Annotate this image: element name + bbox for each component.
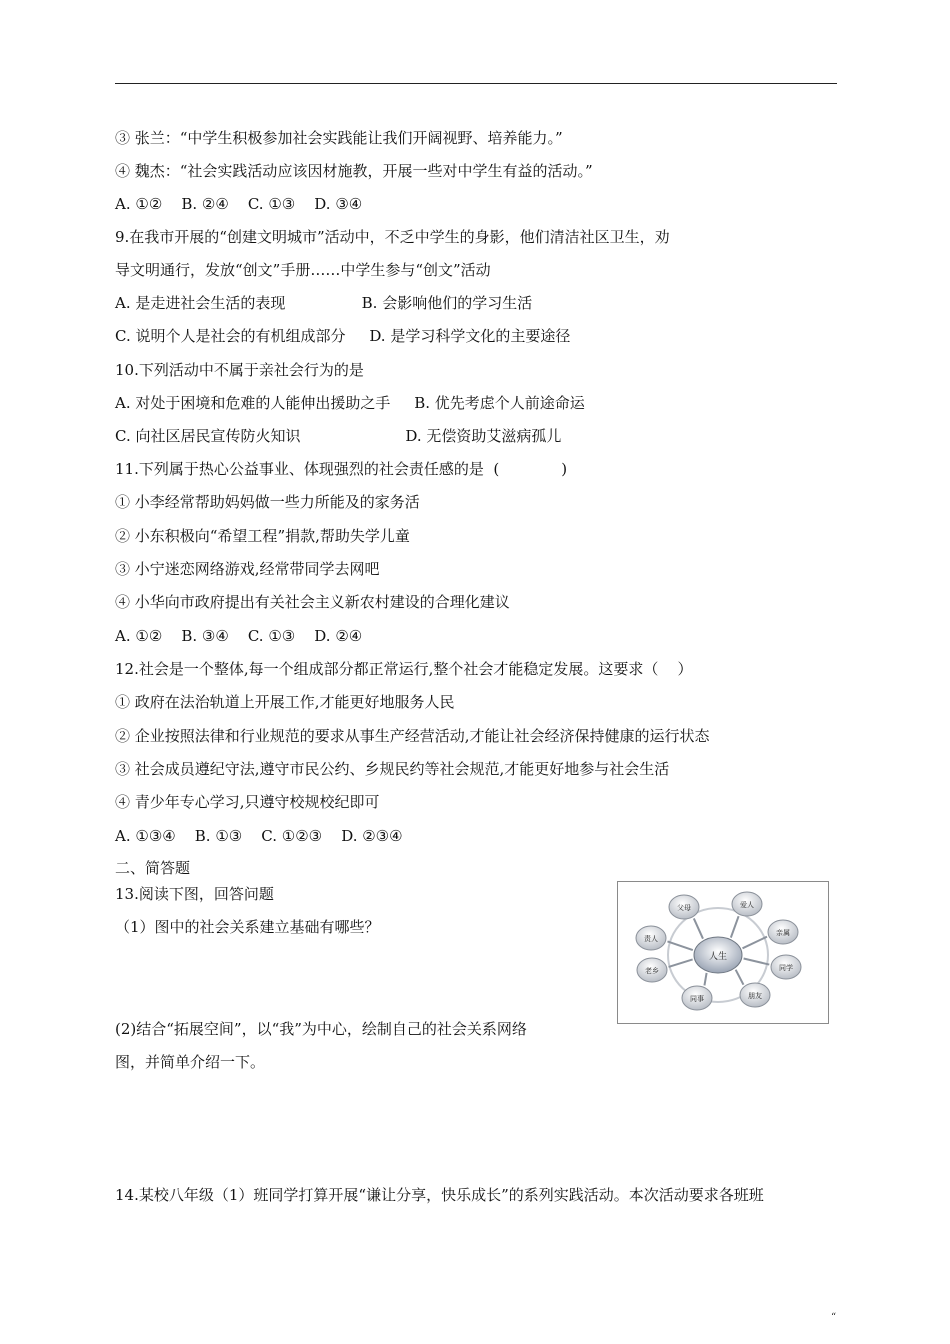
q11-item-3: ③ 小宁迷恋网络游戏,经常带同学去网吧 xyxy=(115,560,380,578)
q12-item-1: ① 政府在法治轨道上开展工作,才能更好地服务人民 xyxy=(115,693,455,711)
q12-item-3: ③ 社会成员遵纪守法,遵守市民公约、乡规民约等社会规范,才能更好地参与社会生活 xyxy=(115,760,670,778)
q9-choices-ab: A. 是走进社会生活的表现 B. 会影响他们的学习生活 xyxy=(115,294,533,312)
diagram-node-label: 亲属 xyxy=(776,929,790,937)
q13-stem: 13.阅读下图，回答问题 xyxy=(115,885,274,903)
q11-item-1: ① 小李经常帮助妈妈做一些力所能及的家务活 xyxy=(115,493,420,511)
q8-choices: A. ①② B. ②④ C. ①③ D. ③④ xyxy=(115,195,363,213)
q9-stem-2: 导文明通行，发放“创文”手册……中学生参与“创文”活动 xyxy=(115,261,491,279)
diagram-node-label: 爱人 xyxy=(740,901,754,909)
q14-stem: 14.某校八年级（1）班同学打算开展“谦让分享，快乐成长”的系列实践活动。本次活动要求各班班 xyxy=(115,1186,764,1204)
q12-choices: A. ①③④ B. ①③ C. ①②③ D. ②③④ xyxy=(115,827,403,845)
diagram-spoke xyxy=(669,959,693,966)
diagram-node-label: 老乡 xyxy=(645,967,659,975)
q12-item-2: ② 企业按照法律和行业规范的要求从事生产经营活动,才能让社会经济保持健康的运行状态 xyxy=(115,727,710,745)
q10-choices-cd: C. 向社区居民宣传防火知识 D. 无偿资助艾滋病孤儿 xyxy=(115,427,562,445)
diagram-spoke xyxy=(704,973,706,985)
diagram-node-label: 父母 xyxy=(677,904,691,912)
q9-stem-1: 9.在我市开展的“创建文明城市”活动中，不乏中学生的身影，他们清洁社区卫生，劝 xyxy=(115,228,670,246)
corner-mark: “ xyxy=(831,1312,837,1323)
diagram-spoke xyxy=(694,918,703,938)
q12-item-4: ④ 青少年专心学习,只遵守校规校纪即可 xyxy=(115,793,380,811)
q9-choices-cd: C. 说明个人是社会的有机组成部分 D. 是学习科学文化的主要途径 xyxy=(115,327,571,345)
diagram-spoke xyxy=(743,937,767,949)
diagram-spoke xyxy=(731,916,739,937)
q11-stem: 11.下列属于热心公益事业、体现强烈的社会责任感的是 ( ) xyxy=(115,460,568,478)
social-relations-diagram xyxy=(617,881,829,1024)
diagram-node-label: 同事 xyxy=(690,995,704,1003)
header-rule xyxy=(115,83,837,84)
diagram-node-label: 责人 xyxy=(644,935,658,943)
q10-choices-ab: A. 对处于困境和危难的人能伸出援助之手 B. 优先考虑个人前途命运 xyxy=(115,394,585,412)
q11-item-2: ② 小东积极向“希望工程”捐款,帮助失学儿童 xyxy=(115,527,410,545)
q13-part-1: （1）图中的社会关系建立基础有哪些？ xyxy=(115,918,380,936)
diagram-node-label: 同学 xyxy=(779,964,793,972)
q10-stem: 10.下列活动中不属于亲社会行为的是 xyxy=(115,361,364,379)
q12-stem: 12.社会是一个整体,每一个组成部分都正常运行,整个社会才能稳定发展。这要求（ ） xyxy=(115,660,693,678)
q11-choices: A. ①② B. ③④ C. ①③ D. ②④ xyxy=(115,627,363,645)
diagram-spoke xyxy=(744,958,770,964)
q13-part-2-line-1: (2)结合“拓展空间”，以“我”为中心，绘制自己的社会关系网络 xyxy=(115,1020,527,1038)
option-3-zhanglan: ③ 张兰：“中学生积极参加社会实践能让我们开阔视野、培养能力。” xyxy=(115,129,563,147)
center-label: 人生 xyxy=(708,952,728,962)
option-4-weijie: ④ 魏杰：“社会实践活动应该因材施教，开展一些对中学生有益的活动。” xyxy=(115,162,593,180)
q11-item-4: ④ 小华向市政府提出有关社会主义新农村建设的合理化建议 xyxy=(115,593,510,611)
section-heading-short-answer: 二、简答题 xyxy=(115,859,191,877)
diagram-node-label: 朋友 xyxy=(748,992,762,1000)
diagram-spoke xyxy=(736,970,744,985)
diagram-spoke xyxy=(667,941,692,950)
q13-part-2-line-2: 图，并简单介绍一下。 xyxy=(115,1053,266,1071)
